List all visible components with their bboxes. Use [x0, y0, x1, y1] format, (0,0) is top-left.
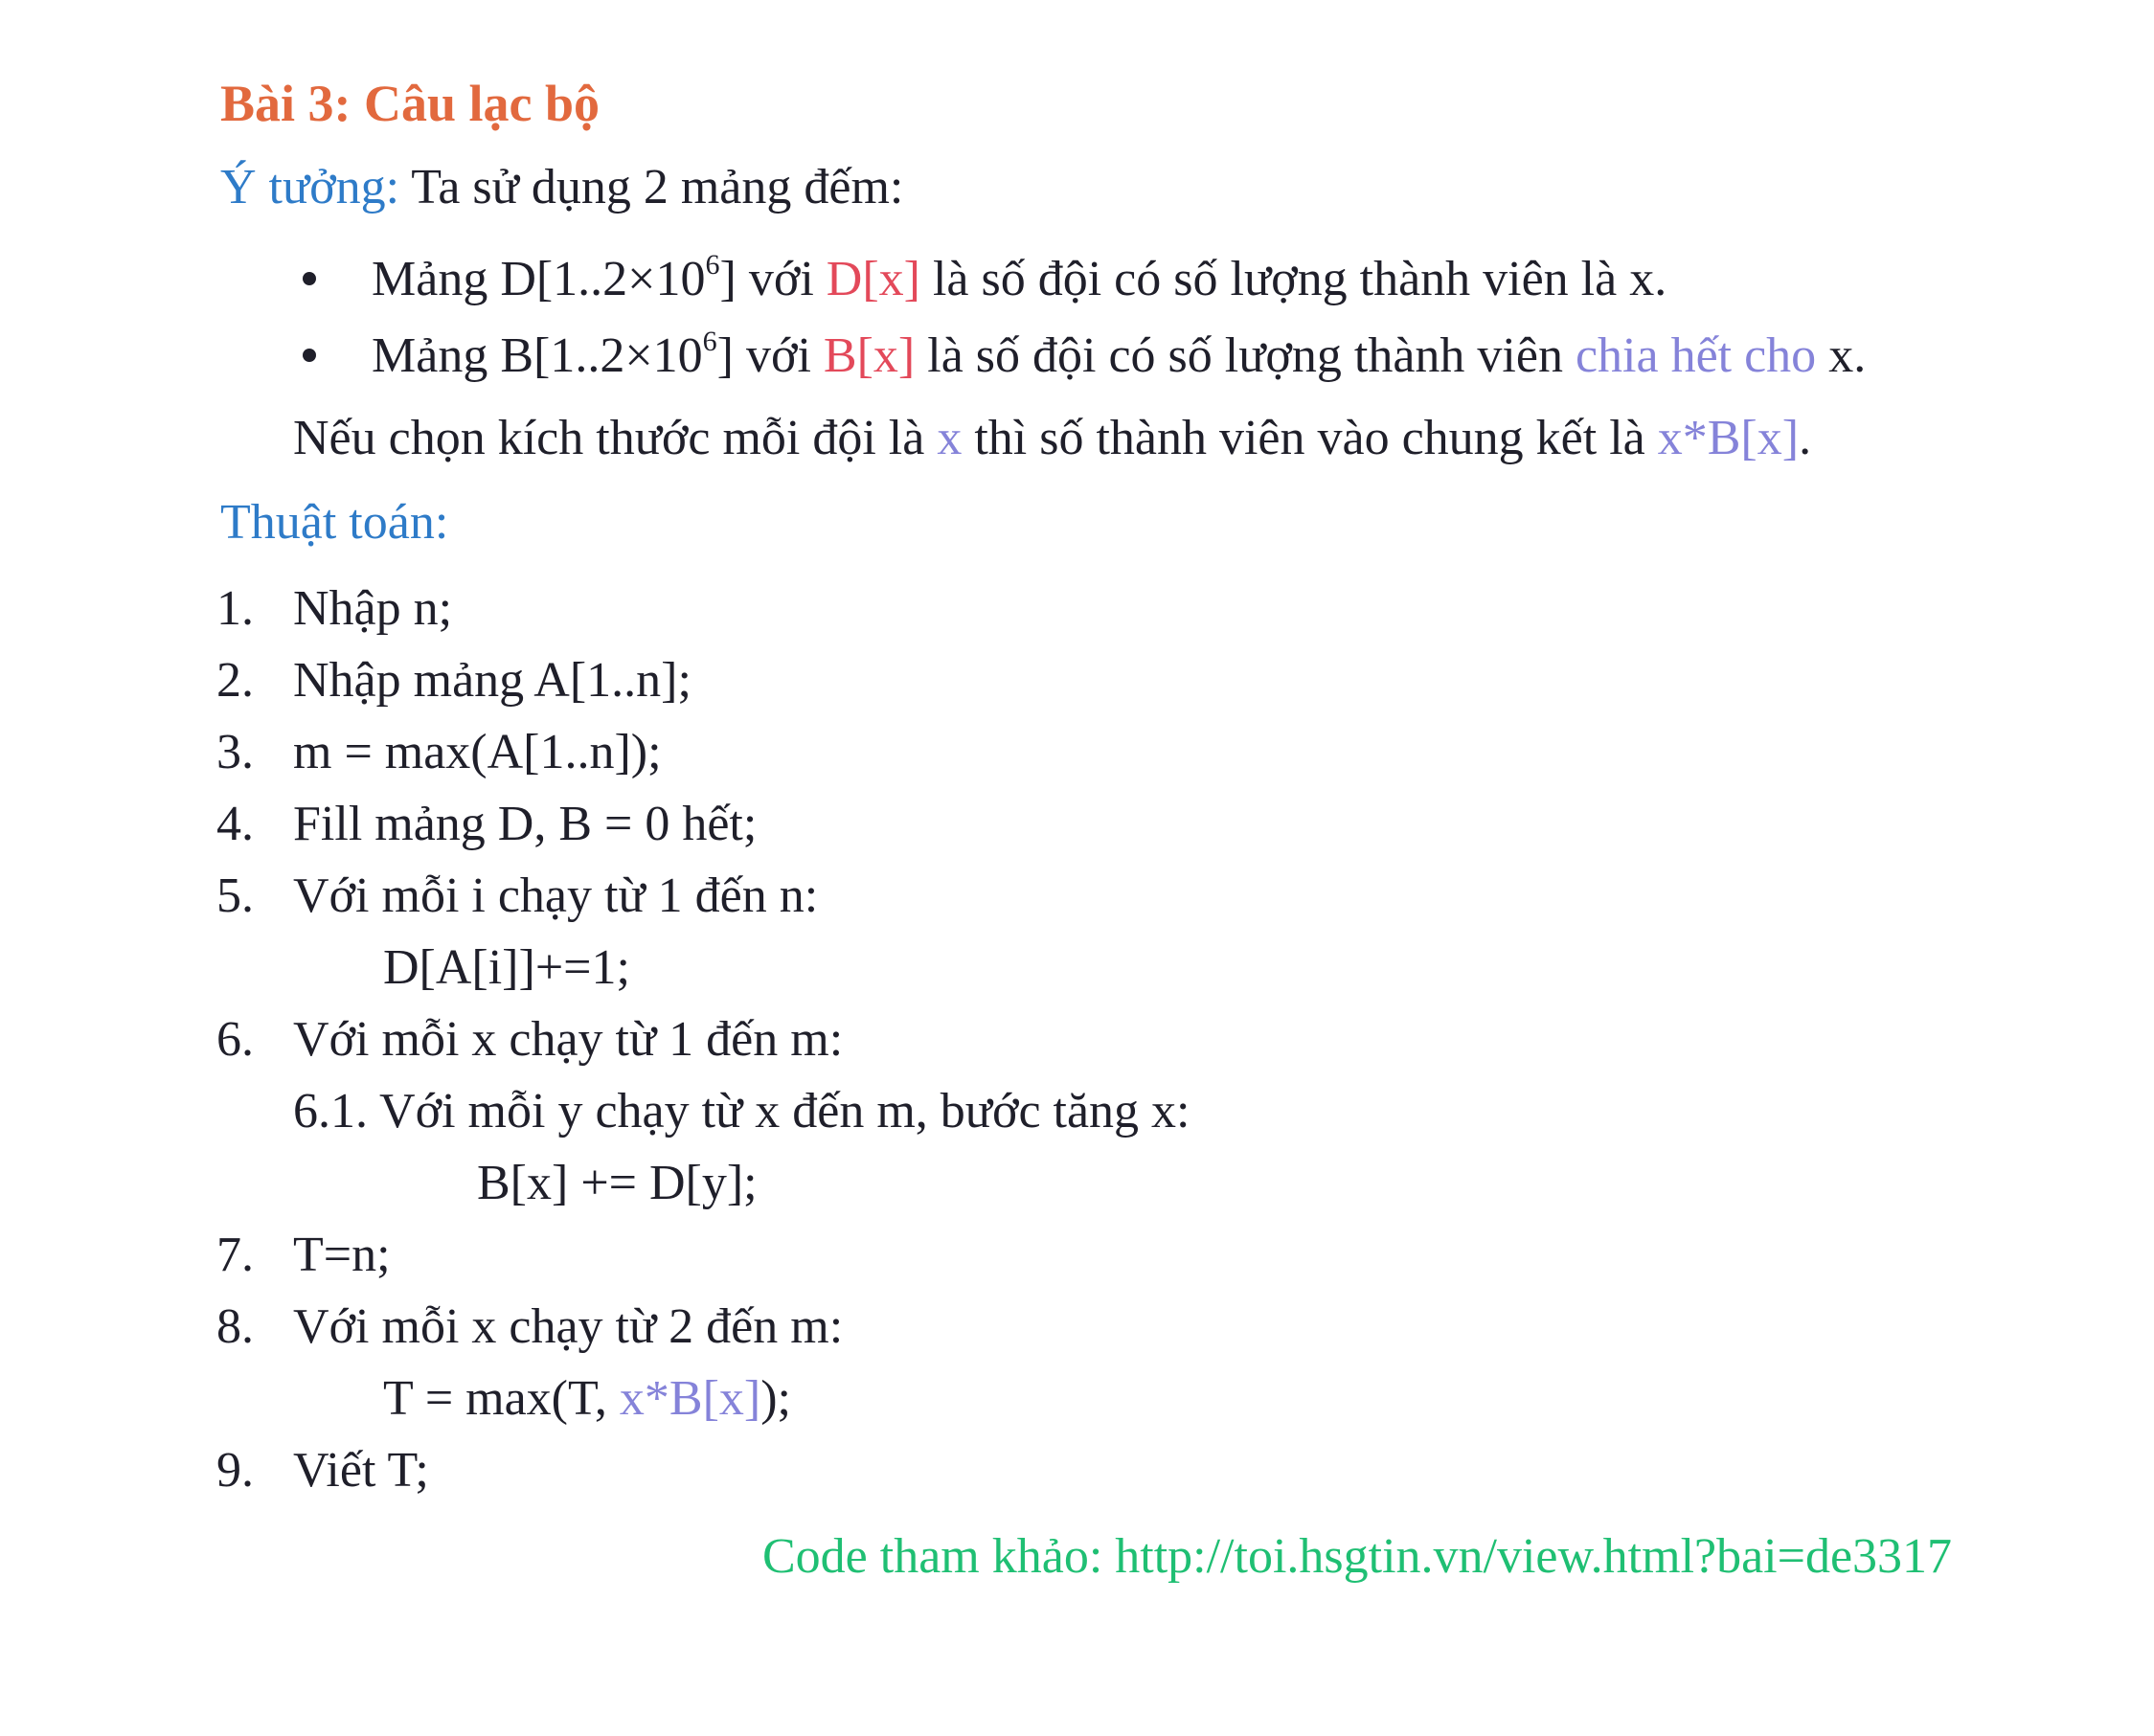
- step-8-body-highlight: x*B[x]: [619, 1371, 761, 1426]
- step-6-1-body: B[x] += D[y];: [477, 1156, 758, 1210]
- step-6: Với mỗi x chạy từ 1 đến m:: [293, 1012, 844, 1067]
- idea-label: Ý tưởng:: [220, 160, 400, 214]
- step-8-body: [383, 1370, 791, 1428]
- conclusion-x: x: [937, 411, 963, 465]
- bullet-dot: [303, 272, 316, 285]
- step-7: T=n;: [293, 1228, 391, 1282]
- step-4: Fill mảng D, B = 0 hết;: [293, 797, 758, 851]
- step-9: Viết T;: [293, 1443, 429, 1498]
- step-2: Nhập mảng A[1..n];: [293, 653, 692, 708]
- algorithm-label: Thuật toán:: [220, 495, 449, 550]
- bullet-item-1: [372, 251, 1667, 308]
- step-6-1: 6.1. Với mỗi y chạy từ x đến m, bước tăng x:: [293, 1084, 1190, 1139]
- bullet-2-highlight: B[x]: [823, 328, 916, 383]
- bullet-item-2: [372, 327, 1866, 385]
- bullet-2-highlight-divisible: chia hết cho: [1575, 328, 1817, 383]
- step-number: 1.: [216, 581, 254, 636]
- idea-text: Ta sử dụng 2 mảng đếm:: [399, 160, 904, 214]
- step-5-body: D[A[i]]+=1;: [383, 940, 630, 995]
- step-8: Với mỗi x chạy từ 2 đến m:: [293, 1299, 844, 1354]
- step-number: 9.: [216, 1443, 254, 1498]
- step-number: 2.: [216, 653, 254, 708]
- bullet-dot: [303, 349, 316, 362]
- bullet-1-pre: Mảng D[1..2×10: [372, 252, 706, 306]
- step-number: 7.: [216, 1228, 254, 1282]
- bullet-1-post: là số đội có số lượng thành viên là x.: [919, 252, 1667, 306]
- conclusion-pre: Nếu chọn kích thước mỗi đội là: [293, 411, 938, 465]
- bullet-2-post: là số đội có số lượng thành viên: [915, 328, 1576, 383]
- conclusion-line: [293, 410, 1811, 467]
- step-3: m = max(A[1..n]);: [293, 725, 662, 779]
- conclusion-end: .: [1799, 411, 1812, 465]
- step-number: 3.: [216, 725, 254, 779]
- step-number: 4.: [216, 797, 254, 851]
- conclusion-expr: x*B[x]: [1657, 411, 1800, 465]
- step-number: 6.: [216, 1012, 254, 1067]
- bullet-2-mid: ] với: [716, 328, 824, 383]
- problem-title: Bài 3: Câu lạc bộ: [220, 75, 601, 132]
- step-8-body-post: );: [760, 1371, 791, 1426]
- step-number: 8.: [216, 1299, 254, 1354]
- idea-line: [220, 159, 903, 216]
- bullet-2-exponent: 6: [702, 326, 717, 357]
- step-number: 5.: [216, 868, 254, 923]
- bullet-1-exponent: 6: [705, 249, 720, 281]
- reference-link[interactable]: Code tham khảo: http://toi.hsgtin.vn/view.html?bai=de3317: [762, 1529, 1953, 1584]
- bullet-1-mid: ] với: [719, 252, 827, 306]
- step-5: Với mỗi i chạy từ 1 đến n:: [293, 868, 819, 923]
- step-1: Nhập n;: [293, 581, 453, 636]
- conclusion-mid: thì số thành viên vào chung kết là: [962, 411, 1658, 465]
- bullet-2-end: x.: [1816, 328, 1867, 383]
- bullet-2-pre: Mảng B[1..2×10: [372, 328, 703, 383]
- step-8-body-pre: T = max(T,: [383, 1371, 620, 1426]
- bullet-1-highlight: D[x]: [826, 252, 920, 306]
